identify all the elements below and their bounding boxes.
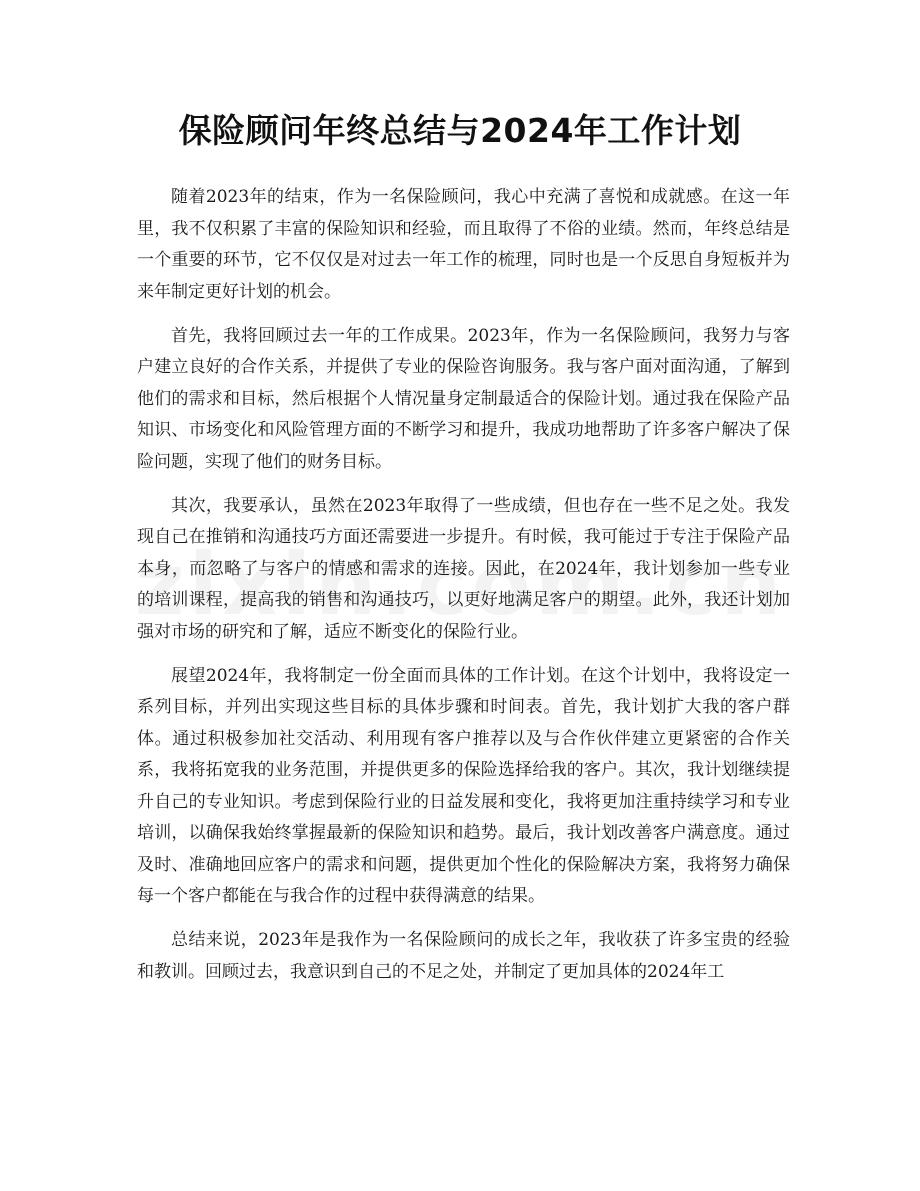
paragraph-review: 首先，我将回顾过去一年的工作成果。2023年，作为一名保险顾问，我努力与客户建立良好的合作关系，并提供了专业的保险咨询服务。我与客户面对面沟通，了解到他们的需求和目标，然后根据个人情况量身定制最适合的保险计划。通过我在保险产品知识、市场变化和风险管理方面的不断学习和提升，我成功地帮助了许多客户解决了保险问题，实现了他们的财务目标。: [137, 325, 790, 472]
paragraph-shortcomings: 其次，我要承认，虽然在2023年取得了一些成绩，但也存在一些不足之处。我发现自己在推销和沟通技巧方面还需要进一步提升。有时候，我可能过于专注于保险产品本身，而忽略了与客户的情感和需求的连接。因此，在2024年，我计划参加一些专业的培训课程，提高我的销售和沟通技巧，以更好地满足客户的期望。此外，我还计划加强对市场的研究和了解，适应不断变化的保险行业。: [137, 495, 790, 642]
paragraph-conclusion: 总结来说，2023年是我作为一名保险顾问的成长之年，我收获了许多宝贵的经验和教训。回顾过去，我意识到自己的不足之处，并制定了更加具体的2024年工: [137, 930, 790, 982]
document-body: [137, 182, 790, 1001]
page-title: 保险顾问年终总结与2024年工作计划: [178, 111, 742, 150]
paragraph-intro: 随着2023年的结束，作为一名保险顾问，我心中充满了喜悦和成就感。在这一年里，我不仅积累了丰富的保险知识和经验，而且取得了不俗的业绩。然而，年终总结是一个重要的环节，它不仅仅是对过去一年工作的梳理，同时也是一个反思自身短板并为来年制定更好计划的机会。: [137, 187, 790, 302]
paragraph-plan: 展望2024年，我将制定一份全面而具体的工作计划。在这个计划中，我将设定一系列目标，并列出实现这些目标的具体步骤和时间表。首先，我计划扩大我的客户群体。通过积极参加社交活动、利用现有客户推荐以及与合作伙伴建立更紧密的合作关系，我将拓宽我的业务范围，并提供更多的保险选择给我的客户。其次，我计划继续提升自己的专业知识。考虑到保险行业的日益发展和变化，我将更加注重持续学习和专业培训，以确保我始终掌握最新的保险知识和趋势。最后，我计划改善客户满意度。通过及时、准确地回应客户的需求和问题，提供更加个性化的保险解决方案，我将努力确保每一个客户都能在与我合作的过程中获得满意的结果。: [137, 665, 790, 906]
